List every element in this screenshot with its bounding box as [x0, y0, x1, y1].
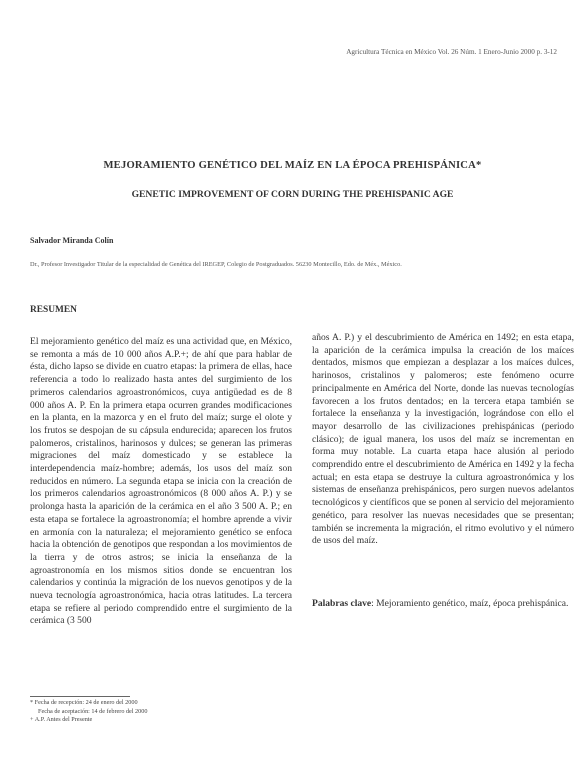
author-affiliation: Dr., Profesor Investigador Titular de la especialidad de Genética del IREGEP, Colegio de Postgraduados. 56230 Montecillo, Edo. de Méx., México. — [30, 261, 402, 268]
footnote-accepted: Fecha de aceptación: 14 de febrero del 2000 — [38, 707, 148, 715]
abstract-right-column: años A. P.) y el descubrimiento de América en 1492; en esta etapa, la aparición de la cerámica impulsa la creación de los maíces dentados, mismos que empiezan a desplazar a los maíces dulces, harinosos, cristalinos y palomeros; este fenómeno ocurre principalmente en América del Norte, donde las nuevas tecnologías favorecen a los frutos dentados; en la tercera etapa también se fortalece la enseñanza y la investigación, lográndose con ello el mayor desarrollo de las civilizaciones prehispánicas (periodo clásico); de igual manera, los usos del maíz se incrementan en forma muy notable. La cuarta etapa hace alusión al periodo comprendido entre el descubrimiento de América en 1492 y la fecha actual; en esta etapa se destruye la cultura agroastronómica y los sistemas de enseñanza prehispánicos, pero surgen nuevos adelantos tecnológicos y científicos que se ponen al servicio del mejoramiento genético, para resolver las nuevas necesidades que se presentan; también se incrementa la migración, el ritmo evolutivo y el número de usos del maíz. — [312, 332, 574, 547]
author-name: Salvador Miranda Colín — [30, 236, 114, 245]
footnote-ap: + A.P. Antes del Presente — [30, 716, 93, 723]
abstract-left-column: El mejoramiento genético del maíz es una actividad que, en México, se remonta a más de 10 000 años A.P.+; de ahí que para hablar de ésta, dicho lapso se divide en cuatro etapas: la primera de ellas, hace referencia a todo lo realizado hasta antes del surgimiento de los primeros calendarios agroastronómicos, cuya antigüedad es de 8 000 años A. P. En la primera etapa ocurren grandes modificaciones en la planta, en la mazorca y en el fruto del maíz; surge el olote y los frutos se despojan de su cápsula endurecida; aparecen los frutos palomeros, cristalinos, harinosos y dulces; se generan las primeras migraciones del maíz domesticado y se establece la interdependencia maíz-hombre; además, los usos del maíz son reducidos en número. La segunda etapa se inicia con la creación de los primeros calendarios agroastronómicos (8 000 años A. P.) y se prolonga hasta la aparición de la cerámica en el año 3 500 A. P.; en esta etapa se fortalece la agroastronomía; el hombre aprende a vivir en armonía con la naturaleza; el mejoramiento genético se enfoca hacia la obtención de genotipos que respondan a los movimientos de la tierra y de otros astros; se inicia la enseñanza de la agroastronomía en los mismos sitios donde se encuentran los calendarios y continúa la migración de los nuevos genotipos y de la nueva tecnología agroastronómica, hacia otras latitudes. La tercera etapa se refiere al periodo comprendido entre el surgimiento de la cerámica (3 500 — [30, 336, 292, 627]
footnote-received: * Fecha de recepción: 24 de enero del 2000 — [30, 699, 138, 706]
footnote-divider — [30, 696, 130, 697]
keywords-label: Palabras clave — [312, 598, 372, 609]
abstract-heading: RESUMEN — [30, 305, 77, 315]
keywords-text: : Mejoramiento genético, maíz, época prehispánica. — [371, 598, 569, 609]
title-english: GENETIC IMPROVEMENT OF CORN DURING THE PREHISPANIC AGE — [131, 189, 454, 200]
keywords — [312, 597, 574, 611]
running-head: Agricultura Técnica en México Vol. 26 Núm. 1 Enero-Junio 2000 p. 3-12 — [346, 48, 557, 56]
footnotes — [30, 699, 147, 725]
title-spanish: MEJORAMIENTO GENÉTICO DEL MAÍZ EN LA ÉPOCA PREHISPÁNICA* — [103, 160, 482, 171]
